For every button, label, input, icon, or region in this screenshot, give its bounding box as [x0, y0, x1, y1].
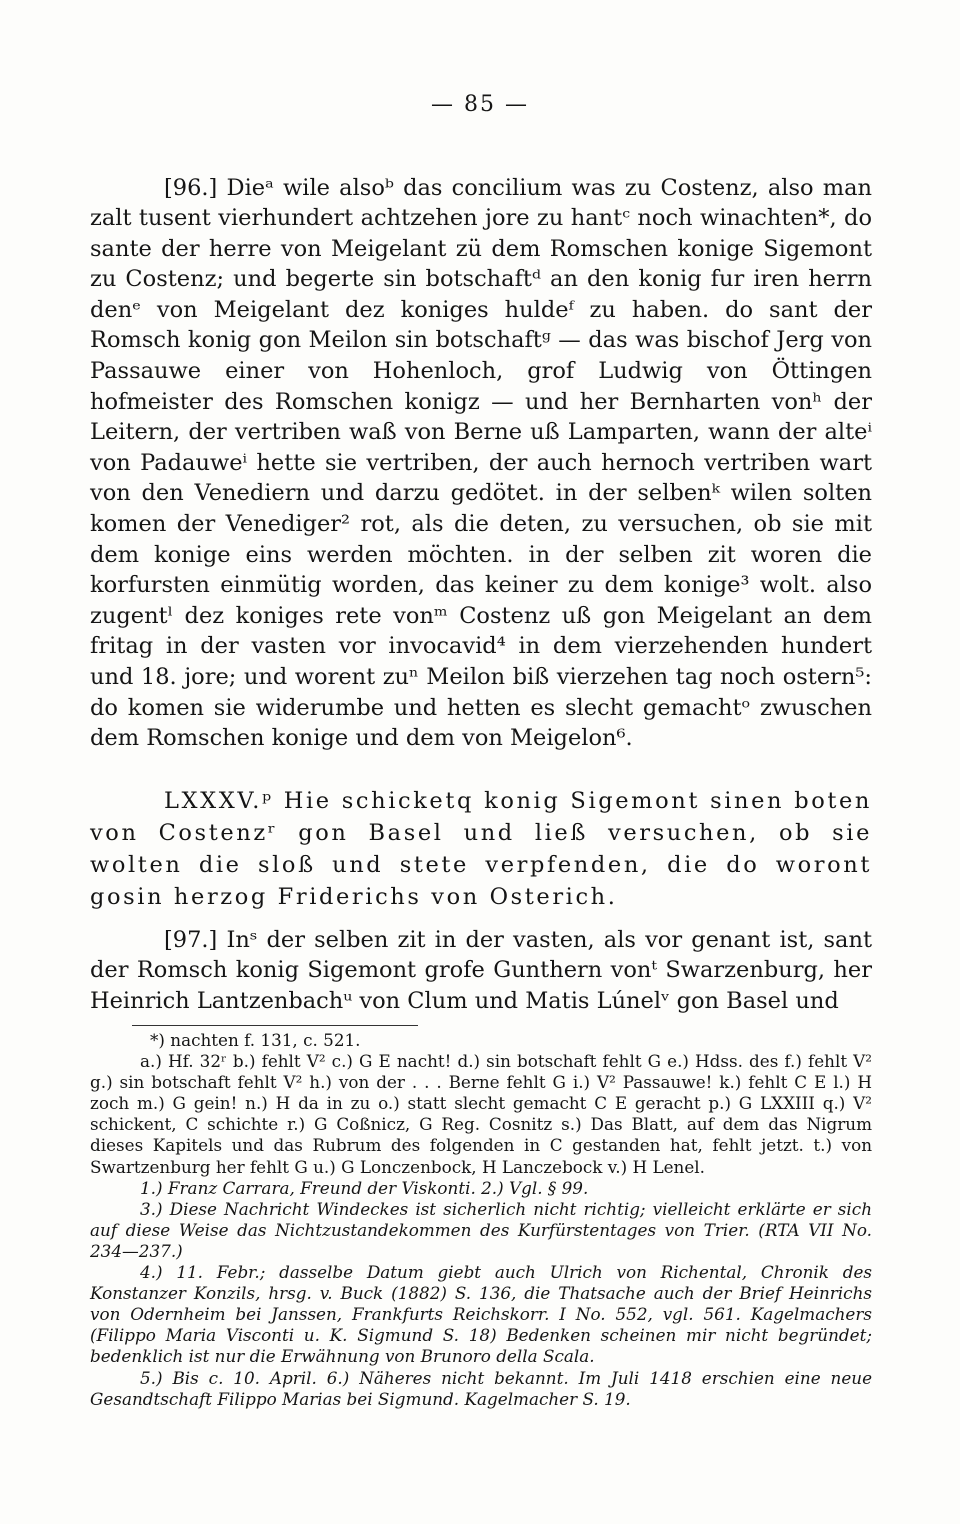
footnote-star: *) nachten f. 131, c. 521.: [150, 1030, 361, 1050]
footnote-variants: a.) Hf. 32ʳ b.) fehlt V² c.) G E nacht! d.) sin botschaft fehlt G e.) Hdss. des f.) fehlt V² g.) sin botschaft fehlt V² h.) von der . . . Berne fehlt G i.) V² Passauwe! k.) fehlt C E l.) H zoch m.) G gein! n.) H da in zu o.) statt slecht gemacht C E geracht p.) G LXXIII q.) V² schickent, C schichte r.) G Coßnicz, G Reg. Cosnitz s.) Das Blatt, auf dem das Nigrum dieses Kapitels und das Rubrum des folgenden in C gestanden hat, fehlt jetzt. t.) von Swartzenburg her fehlt G u.) G Lonczenbock, H Lanczebock v.) H Lenel.: [90, 1051, 872, 1177]
footnote-3: 3.) Diese Nachricht Windeckes ist sicherlich nicht richtig; vielleicht erklärte er sich auf diese Weise das Nichtzustandekommen des Kurfürstentages von Trier. (RTA VII No. 234—237.): [90, 1198, 872, 1261]
chapter-heading: LXXXV.ᵖ Hie schicketq konig Sigemont sinen boten von Costenzʳ gon Basel und ließ versuchen, ob sie wolten die sloß und stete verpfenden, die do woront gosin herzog Friderichs von Osterich.: [90, 787, 872, 910]
paragraph-96: [96.] Dieᵃ wile alsoᵇ das concilium was zu Costenz, also man zalt tusent vierhundert achtzehen jore zu hantᶜ noch winachten*, do sante der herre von Meigelant zü dem Romschen konige Sigemont zu Costenz; und begerte sin botschaftᵈ an den konig fur iren herrn denᵉ von Meigelant dez koniges huldeᶠ zu haben. do sant der Romsch konig gon Meilon sin botschaftᵍ — das was bischof Jerg von Passauwe einer von Hohenloch, grof Ludwig von Öttingen hofmeister des Romschen konigz — und her Bernharten vonʰ der Leitern, der vertriben waß von Berne uß Lamparten, wann der alteⁱ von Padauweⁱ hette sie vertriben, der auch hernoch vertriben wart von den Venediern und darzu gedötet. in der selbenᵏ wilen solten komen der Venediger² rot, als die deten, zu versuchen, ob sie mit dem konige eins werden möchten. in der selben zit woren die korfursten einmütig worden, das keiner zu dem konige³ wolt. also zugentˡ dez koniges rete vonᵐ Costenz uß gon Meigelant an dem fritag in der vasten vor invocavid⁴ in dem vierzehenden hundert und 18. jore; und worent zuⁿ Meilon biß vierzehen tag noch ostern⁵: do komen sie widerumbe und hetten es slecht gemachtᵒ zwuschen dem Romschen konige und dem von Meigelon⁶.: [90, 174, 872, 752]
footnote-4: 4.) 11. Febr.; dasselbe Datum giebt auch Ulrich von Richental, Chronik des Konstanzer Konzils, hrsg. v. Buck (1882) S. 136, die Thatsache auch der Brief Heinrichs von Odernheim bei Janssen, Frankfurts Reichskorr. I No. 552, vgl. 561. Kagelmachers (Filippo Maria Visconti u. K. Sigmund S. 18) Bedenken scheinen mir nicht begründet; bedenklich ist nur die Erwähnung von Brunoro della Scala.: [90, 1262, 872, 1367]
paragraph-97: [97.] Inˢ der selben zit in der vasten, als vor genant ist, sant der Romsch konig Sigemont grofe Gunthern vonᵗ Swarzenburg, her Heinrich Lantzenbachᵘ von Clum und Matis Lúnelᵛ gon Basel und: [90, 926, 872, 1014]
footnote-1-2: 1.) Franz Carrara, Freund der Viskonti. 2.) Vgl. § 99.: [140, 1177, 589, 1198]
footnote-5-6: 5.) Bis c. 10. April. 6.) Näheres nicht bekannt. Im Juli 1418 erschien eine neue Gesandtschaft Filippo Marias bei Sigmund. Kagelmacher S. 19.: [90, 1367, 872, 1409]
page-number: — 85 —: [431, 92, 529, 117]
footnotes: [90, 1030, 872, 1410]
footnote-divider: [132, 1025, 418, 1026]
